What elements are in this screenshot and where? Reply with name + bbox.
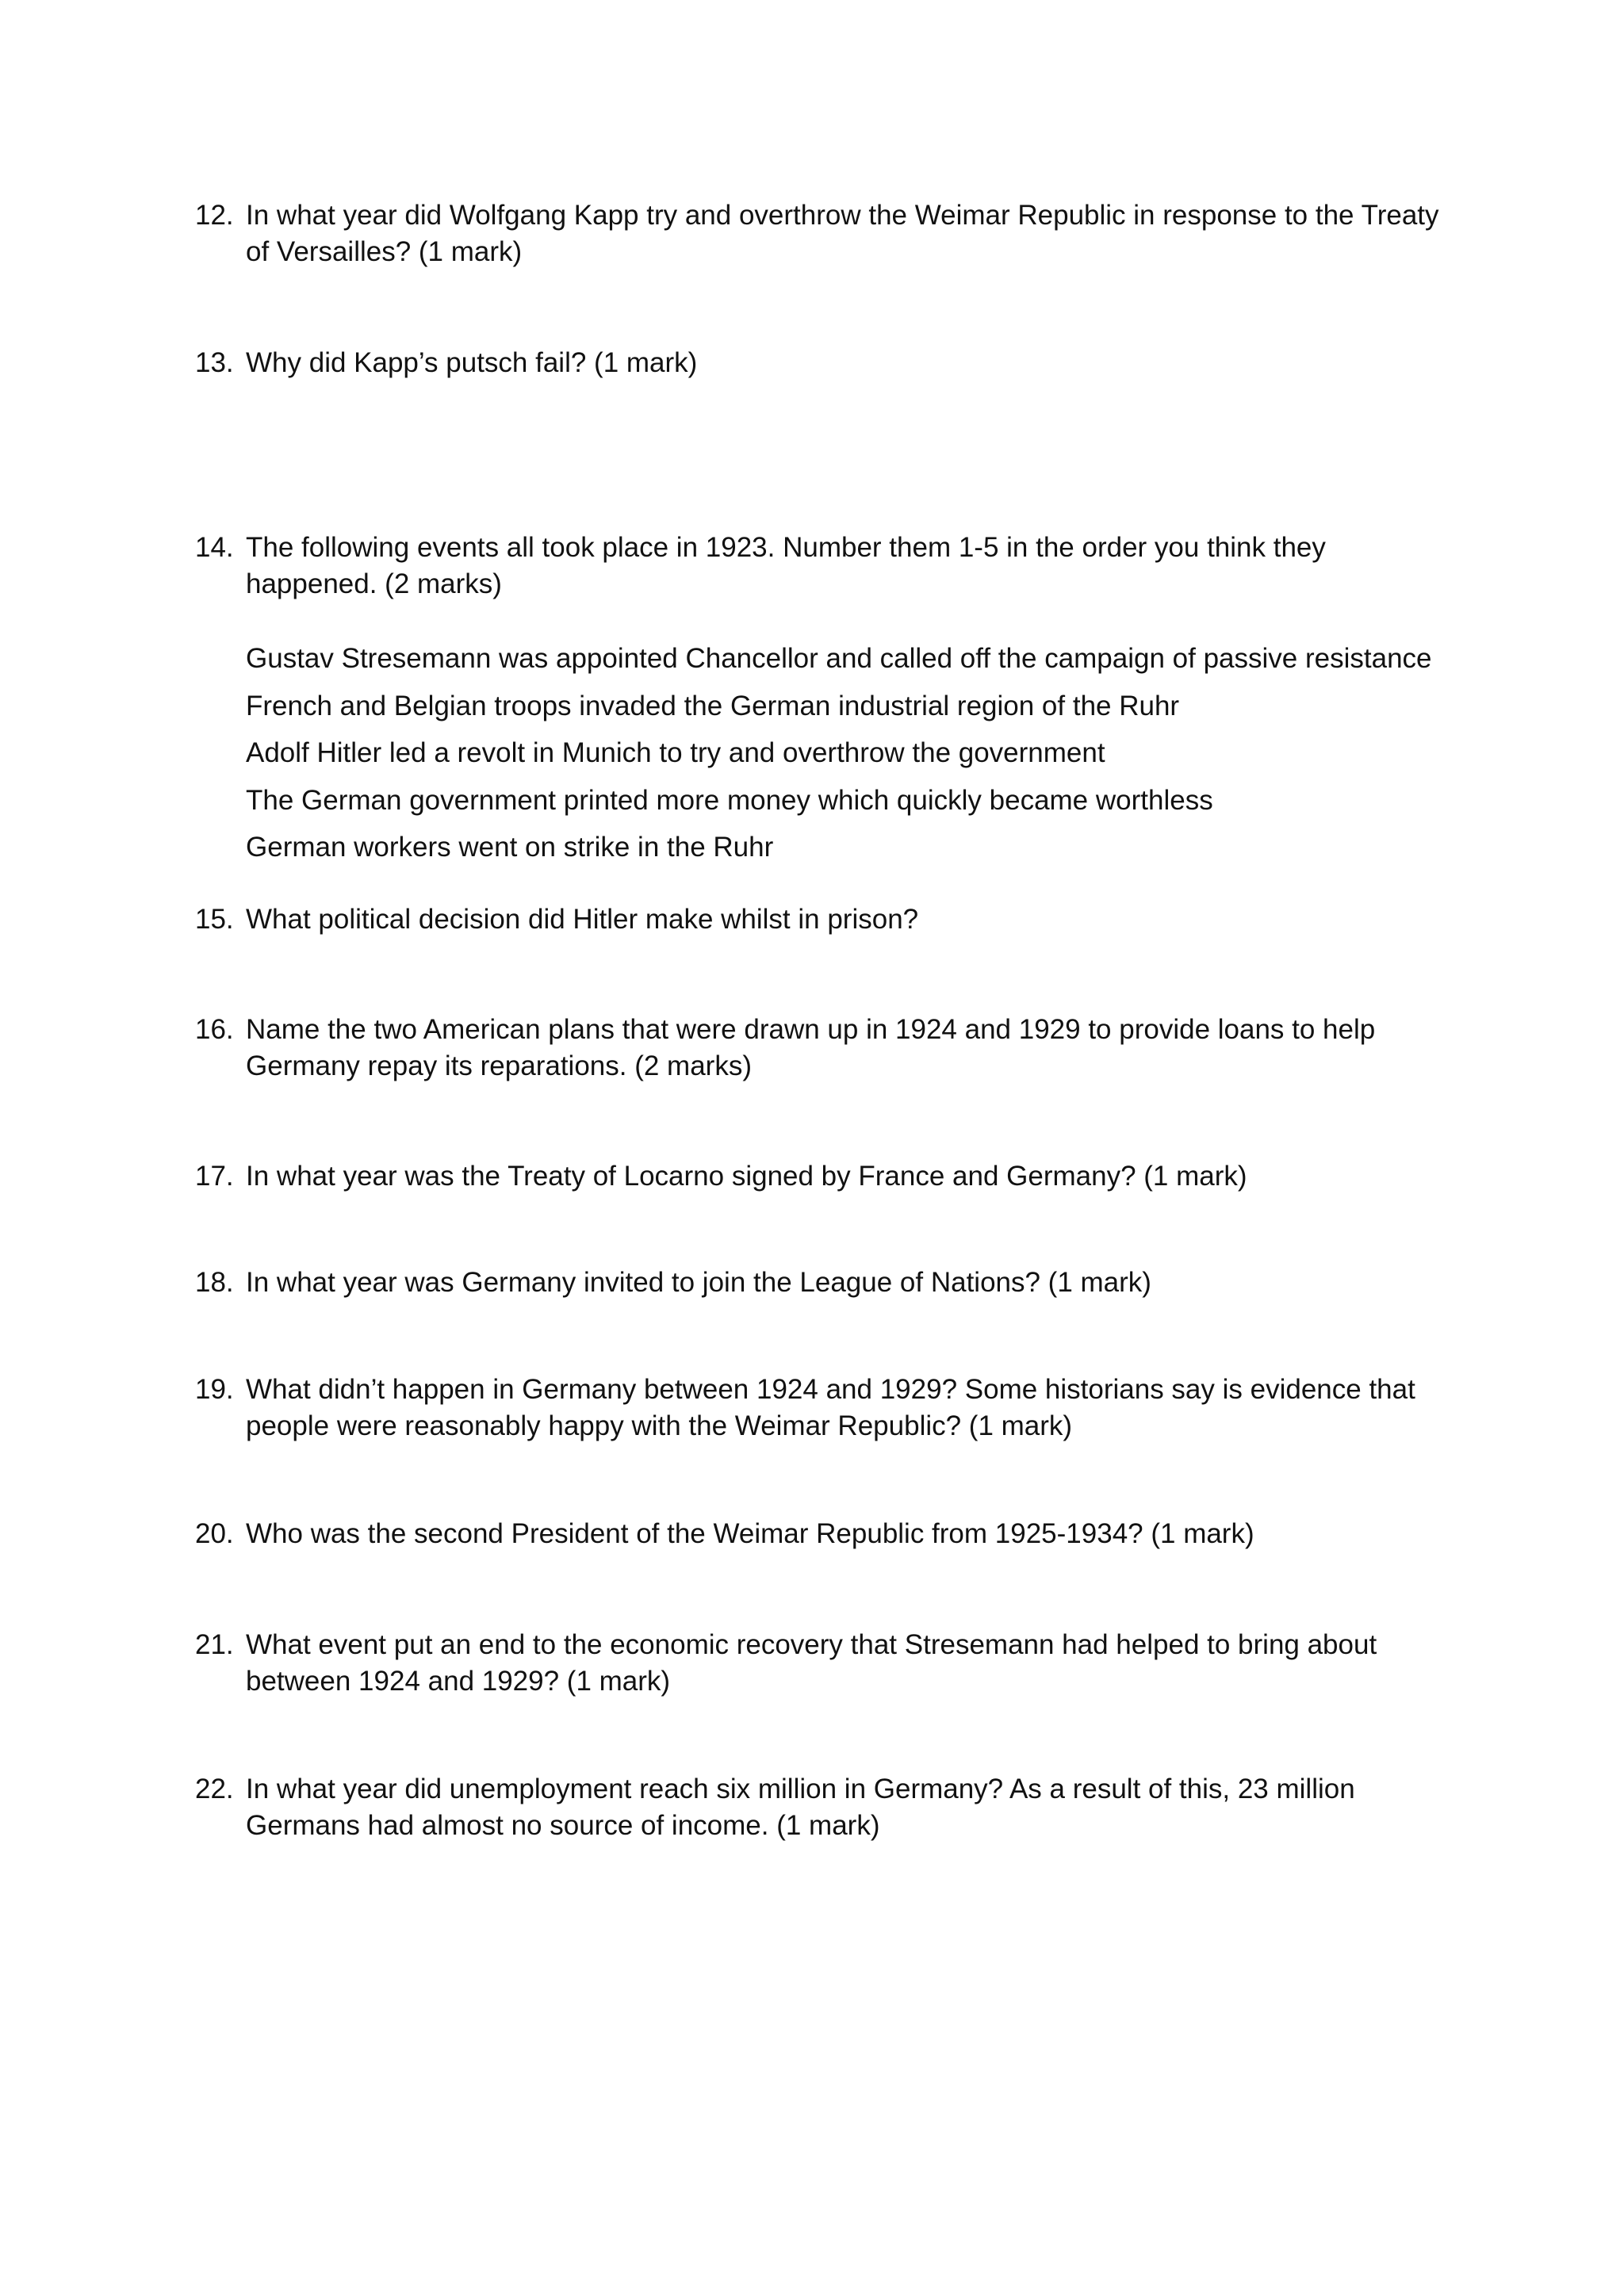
question-number: 22. [195, 1774, 234, 1804]
question-text: In what year was the Treaty of Locarno signed by France and Germany? (1 mark) [246, 1161, 1247, 1192]
question-text: Name the two American plans that were drawn up in 1924 and 1929 to provide loans to help Germany repay its reparations. (2 marks) [246, 1014, 1376, 1081]
list-item: German workers went on strike in the Ruhr [246, 832, 774, 863]
question-text: The following events all took place in 1923. Number them 1-5 in the order you think they happened. (2 marks) [246, 532, 1326, 599]
question-number: 18. [195, 1267, 234, 1298]
question-number: 13. [195, 347, 234, 378]
question-19 [195, 1372, 1448, 1445]
question-number: 14. [195, 532, 234, 563]
events-list [246, 641, 1546, 877]
list-item: The German government printed more money which quickly became worthless [246, 784, 1213, 816]
question-15 [195, 901, 1448, 938]
question-22 [195, 1771, 1448, 1844]
question-17 [195, 1158, 1448, 1195]
question-number: 19. [195, 1374, 234, 1405]
question-21 [195, 1627, 1448, 1700]
question-number: 21. [195, 1629, 234, 1660]
question-16 [195, 1012, 1448, 1085]
question-number: 12. [195, 200, 234, 231]
list-item: Gustav Stresemann was appointed Chancellor and called off the campaign of passive resistance [246, 643, 1432, 674]
question-20 [195, 1516, 1448, 1552]
question-number: 15. [195, 904, 234, 935]
question-text: What event put an end to the economic recovery that Stresemann had helped to bring about between 1924 and 1929? (1 mark) [246, 1629, 1377, 1697]
question-number: 16. [195, 1014, 234, 1045]
question-number: 17. [195, 1161, 234, 1192]
question-text: In what year did unemployment reach six million in Germany? As a result of this, 23 million Germans had almost no source of income. (1 mark) [246, 1774, 1355, 1841]
question-text: Why did Kapp’s putsch fail? (1 mark) [246, 347, 698, 378]
question-text: What didn’t happen in Germany between 1924 and 1929? Some historians say is evidence that people were reasonably happy with the Weimar Republic? (1 mark) [246, 1374, 1415, 1441]
question-text: Who was the second President of the Weimar Republic from 1925-1934? (1 mark) [246, 1518, 1254, 1549]
question-12 [195, 197, 1448, 270]
question-18 [195, 1265, 1448, 1301]
question-text: In what year did Wolfgang Kapp try and overthrow the Weimar Republic in response to the Treaty of Versailles? (1 mark) [246, 200, 1439, 267]
list-item: Adolf Hitler led a revolt in Munich to try and overthrow the government [246, 737, 1105, 768]
question-number: 20. [195, 1518, 234, 1549]
question-14 [195, 530, 1448, 603]
question-text: What political decision did Hitler make whilst in prison? [246, 904, 919, 935]
list-item: French and Belgian troops invaded the German industrial region of the Ruhr [246, 690, 1180, 721]
question-13 [195, 345, 1448, 381]
question-text: In what year was Germany invited to join the League of Nations? (1 mark) [246, 1267, 1151, 1298]
